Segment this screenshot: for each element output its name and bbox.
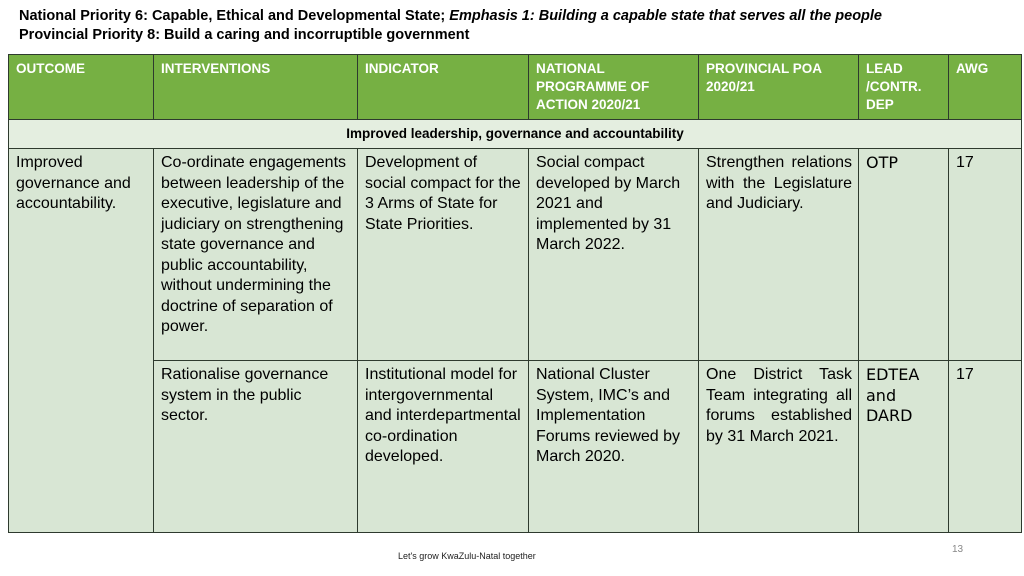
cell-awg: 17 <box>949 361 1022 533</box>
section-title: Improved leadership, governance and accountability <box>9 120 1022 149</box>
cell-outcome <box>9 361 154 533</box>
col-awg-header: AWG <box>949 55 1022 120</box>
cell-awg: 17 <box>949 149 1022 361</box>
footer-tagline: Let's grow KwaZulu-Natal together <box>398 551 536 561</box>
national-priority: National Priority 6: Capable, Ethical and Developmental State; <box>19 8 446 24</box>
cell-interventions: Co-ordinate engagements between leadership of the executive, legislature and judiciary on strengthening state governance and public accountability, without undermining the doctrine of separation of power. <box>154 149 358 361</box>
cell-outcome: Improved governance and accountability. <box>9 149 154 361</box>
col-indicator-header: INDICATOR <box>358 55 529 120</box>
priority-table <box>8 54 1022 533</box>
provincial-priority: Provincial Priority 8: Build a caring and incorruptible government <box>19 27 470 43</box>
cell-ppoa: Strengthen relations with the Legislature and Judiciary. <box>699 149 859 361</box>
cell-lead: OTP <box>859 149 949 361</box>
cell-lead: EDTEA and DARD <box>859 361 949 533</box>
cell-npoa: National Cluster System, IMC’s and Implementation Forums reviewed by March 2020. <box>529 361 699 533</box>
cell-ppoa: One District Task Team integrating all forums established by 31 March 2021. <box>699 361 859 533</box>
table-row <box>9 149 1022 361</box>
col-interventions-header: INTERVENTIONS <box>154 55 358 120</box>
cell-indicator: Institutional model for intergovernmental and interdepartmental co-ordination developed. <box>358 361 529 533</box>
cell-interventions: Rationalise governance system in the public sector. <box>154 361 358 533</box>
slide-heading <box>19 7 1009 45</box>
table-header-row <box>9 55 1022 120</box>
col-ppoa-header: PROVINCIAL POA 2020/21 <box>699 55 859 120</box>
col-outcome-header: OUTCOME <box>9 55 154 120</box>
heading-line-1 <box>19 7 1009 26</box>
table-row <box>9 361 1022 533</box>
emphasis: Emphasis 1: Building a capable state that serves all the people <box>449 8 883 24</box>
cell-indicator: Development of social compact for the 3 Arms of State for State Priorities. <box>358 149 529 361</box>
page-number: 13 <box>952 544 964 555</box>
col-npoa-header: NATIONAL PROGRAMME OF ACTION 2020/21 <box>529 55 699 120</box>
col-lead-header: LEAD /CONTR. DEP <box>859 55 949 120</box>
cell-npoa: Social compact developed by March 2021 and implemented by 31 March 2022. <box>529 149 699 361</box>
section-row <box>9 120 1022 149</box>
